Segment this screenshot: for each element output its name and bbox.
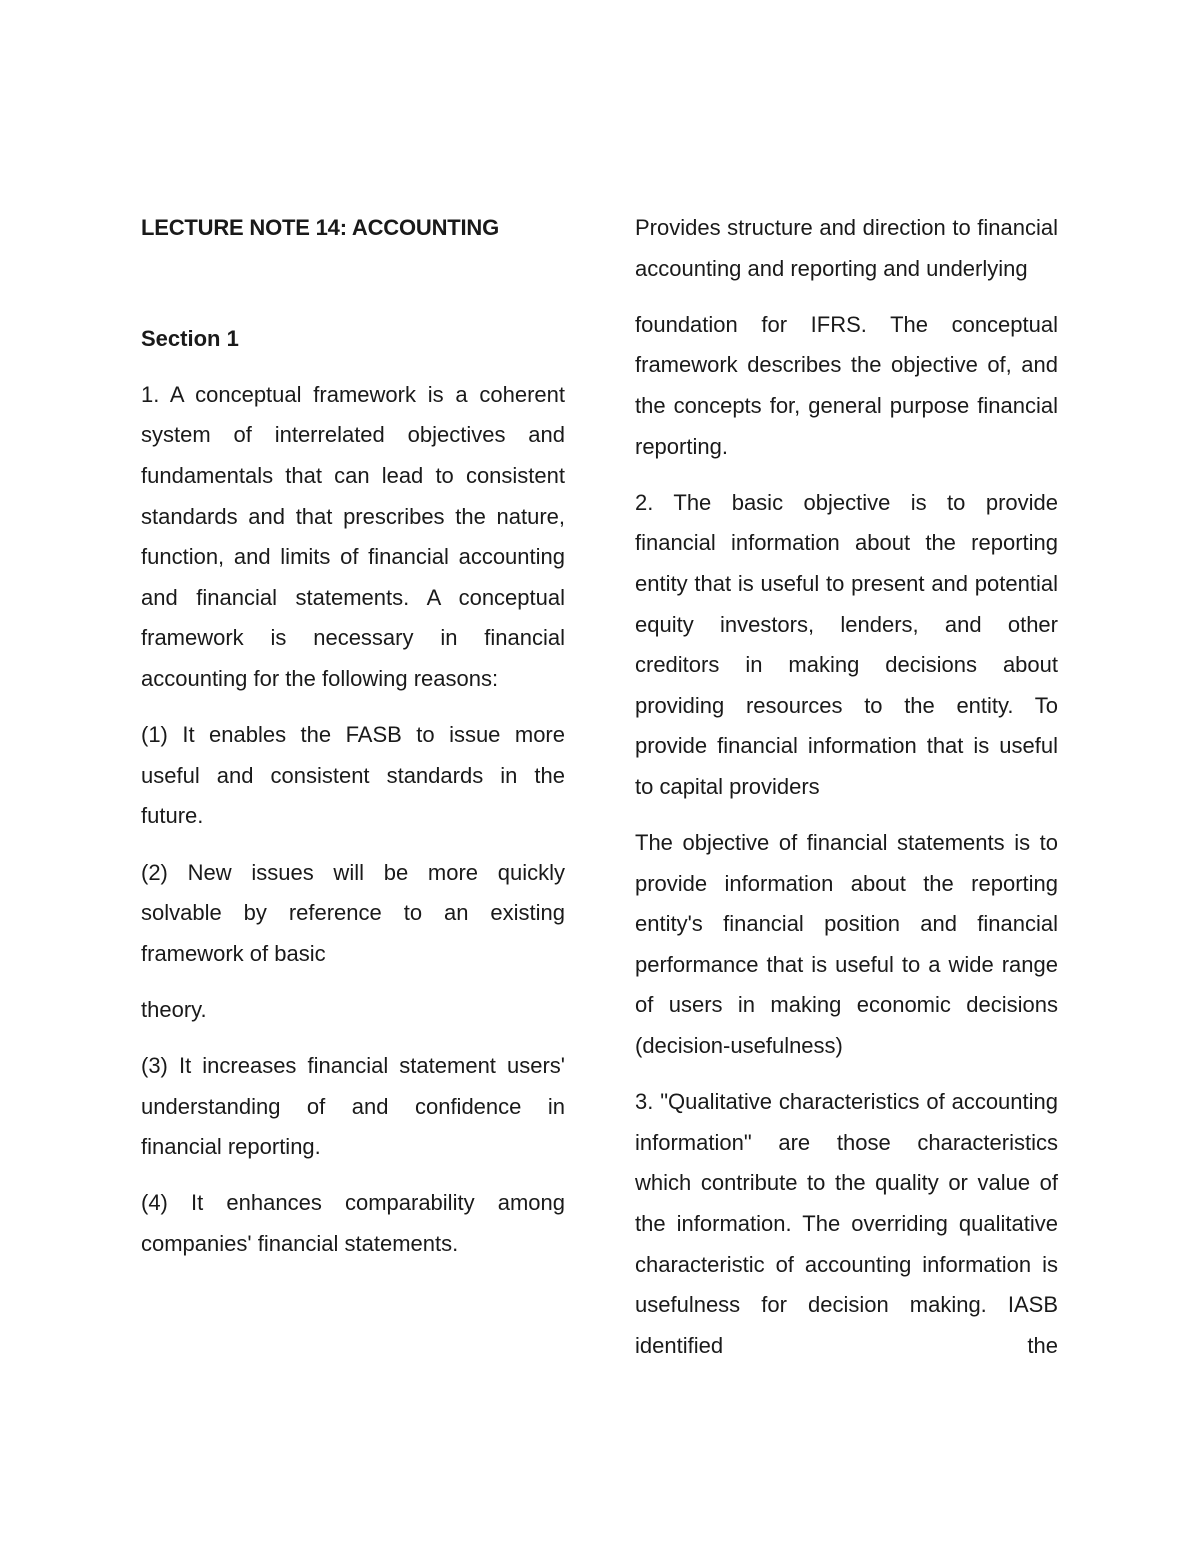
left-column [141,208,565,1280]
paragraph-conceptual-framework: 1. A conceptual framework is a coherent system of interrelated objectives and fundamentals that can lead to consistent standards and that prescribes the nature, function, and limits of financial accounting and financial statements. A conceptual framework is necessary in financial accounting for the following reasons: [141,381,565,691]
paragraph-ifrs-foundation: foundation for IFRS. The conceptual framework describes the objective of, and the concepts for, general purpose financial reporting. [635,311,1058,459]
paragraph-qualitative-characteristics: 3. "Qualitative characteristics of accounting information" are those characteristics which contribute to the quality or value of the information. The overriding qualitative characteristic of accounting information is usefulness for decision making. IASB identified the [635,1089,1058,1358]
section-heading: Section 1 [141,325,239,351]
paragraph-reason-1: (1) It enables the FASB to issue more useful and consistent standards in the future. [141,722,565,829]
paragraph-reason-4: (4) It enhances comparability among companies' financial statements. [141,1190,565,1257]
paragraph-basic-objective: 2. The basic objective is to provide financial information about the reporting entity that is useful to present and potential equity investors, lenders, and other creditors in making decisions about providing resources to the entity. To provide financial information that is useful to capital providers [635,489,1058,799]
right-column [635,208,1058,1382]
paragraph-reason-2-continued: theory. [141,996,207,1022]
paragraph-financial-statements-objective: The objective of financial statements is to provide information about the reporting entity's financial position and financial performance that is useful to a wide range of users in making economic decisions (decision-usefulness) [635,830,1058,1059]
paragraph-reason-3: (3) It increases financial statement users' understanding of and confidence in financial reporting. [141,1053,565,1160]
paragraph-structure-direction: Provides structure and direction to financial accounting and reporting and underlying [635,215,1058,281]
paragraph-reason-2: (2) New issues will be more quickly solvable by reference to an existing framework of basic [141,859,565,966]
document-title: LECTURE NOTE 14: ACCOUNTING [141,215,500,240]
